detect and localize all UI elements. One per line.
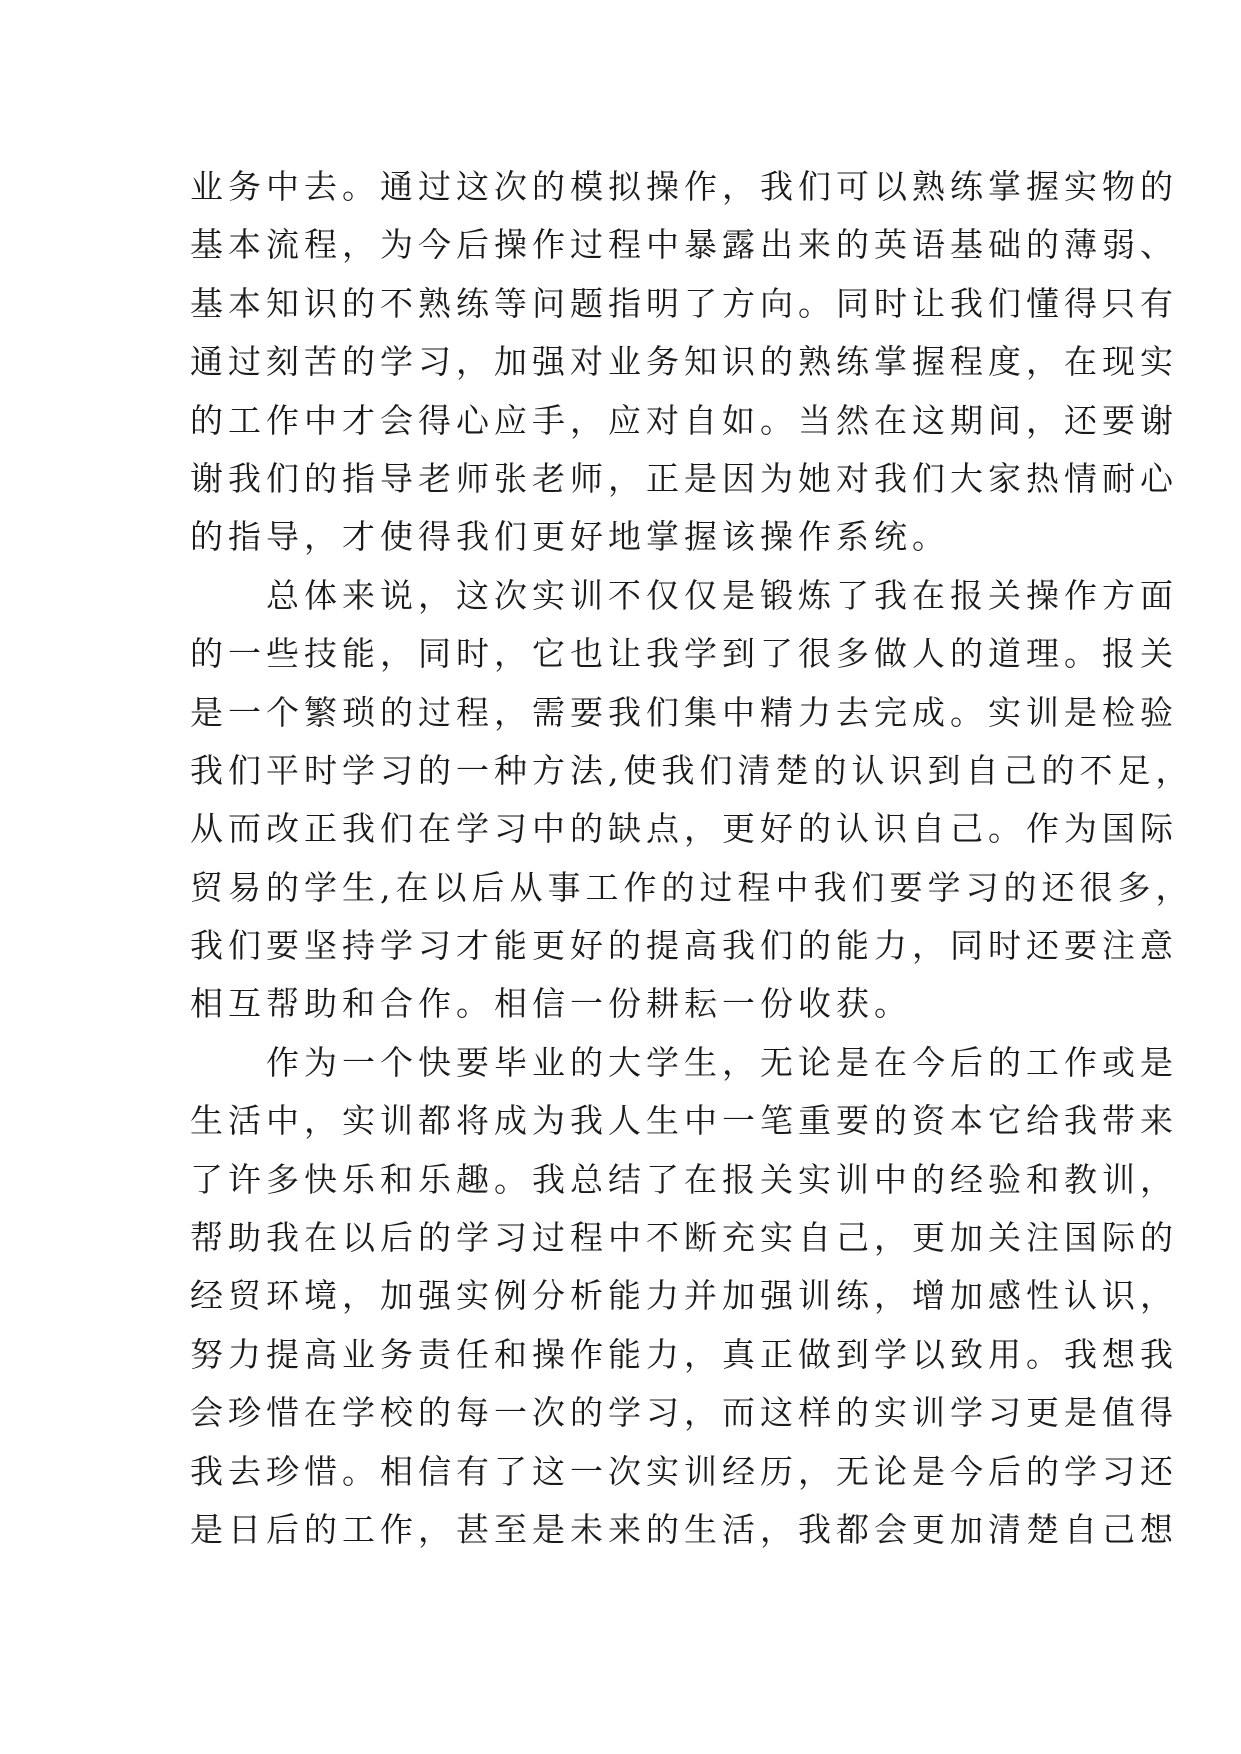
text-line: 经贸环境，加强实例分析能力并加强训练，增加感性认识， bbox=[190, 1276, 1178, 1316]
text-line: 基本流程，为今后操作过程中暴露出来的英语基础的薄弱、 bbox=[190, 225, 1178, 265]
text-line: 努力提高业务责任和操作能力，真正做到学以致用。我想我 bbox=[190, 1334, 1178, 1374]
text-line: 的工作中才会得心应手，应对自如。当然在这期间，还要谢 bbox=[190, 400, 1178, 440]
text-line: 的指导，才使得我们更好地掌握该操作系统。 bbox=[190, 517, 950, 557]
text-line: 从而改正我们在学习中的缺点，更好的认识自己。作为国际 bbox=[190, 809, 1178, 849]
text-line: 帮助我在以后的学习过程中不断充实自己，更加关注国际的 bbox=[190, 1218, 1178, 1258]
body-text bbox=[190, 158, 1194, 1559]
text-line: 作为一个快要毕业的大学生，无论是在今后的工作或是 bbox=[190, 1042, 1178, 1082]
text-line: 通过刻苦的学习，加强对业务知识的熟练掌握程度，在现实 bbox=[190, 342, 1178, 382]
text-line: 我去珍惜。相信有了这一次实训经历，无论是今后的学习还 bbox=[190, 1451, 1178, 1491]
text-line: 是一个繁琐的过程，需要我们集中精力去完成。实训是检验 bbox=[190, 692, 1178, 732]
text-line: 基本知识的不熟练等问题指明了方向。同时让我们懂得只有 bbox=[190, 283, 1178, 323]
text-line: 了许多快乐和乐趣。我总结了在报关实训中的经验和教训， bbox=[190, 1159, 1178, 1199]
text-line: 生活中，实训都将成为我人生中一笔重要的资本它给我带来 bbox=[190, 1101, 1178, 1141]
text-line: 贸易的学生,在以后从事工作的过程中我们要学习的还很多， bbox=[190, 867, 1194, 907]
text-line: 业务中去。通过这次的模拟操作，我们可以熟练掌握实物的 bbox=[190, 167, 1178, 206]
text-line: 相互帮助和合作。相信一份耕耘一份收获。 bbox=[190, 984, 912, 1024]
text-line: 谢我们的指导老师张老师，正是因为她对我们大家热情耐心 bbox=[190, 458, 1178, 498]
text-line: 是日后的工作，甚至是未来的生活，我都会更加清楚自己想 bbox=[190, 1509, 1178, 1549]
text-line: 总体来说，这次实训不仅仅是锻炼了我在报关操作方面 bbox=[190, 575, 1178, 615]
text-line: 我们平时学习的一种方法,使我们清楚的认识到自己的不足， bbox=[190, 750, 1194, 790]
text-line: 我们要坚持学习才能更好的提高我们的能力，同时还要注意 bbox=[190, 926, 1178, 966]
text-line: 的一些技能，同时，它也让我学到了很多做人的道理。报关 bbox=[190, 634, 1178, 674]
text-line: 会珍惜在学校的每一次的学习，而这样的实训学习更是值得 bbox=[190, 1393, 1178, 1433]
